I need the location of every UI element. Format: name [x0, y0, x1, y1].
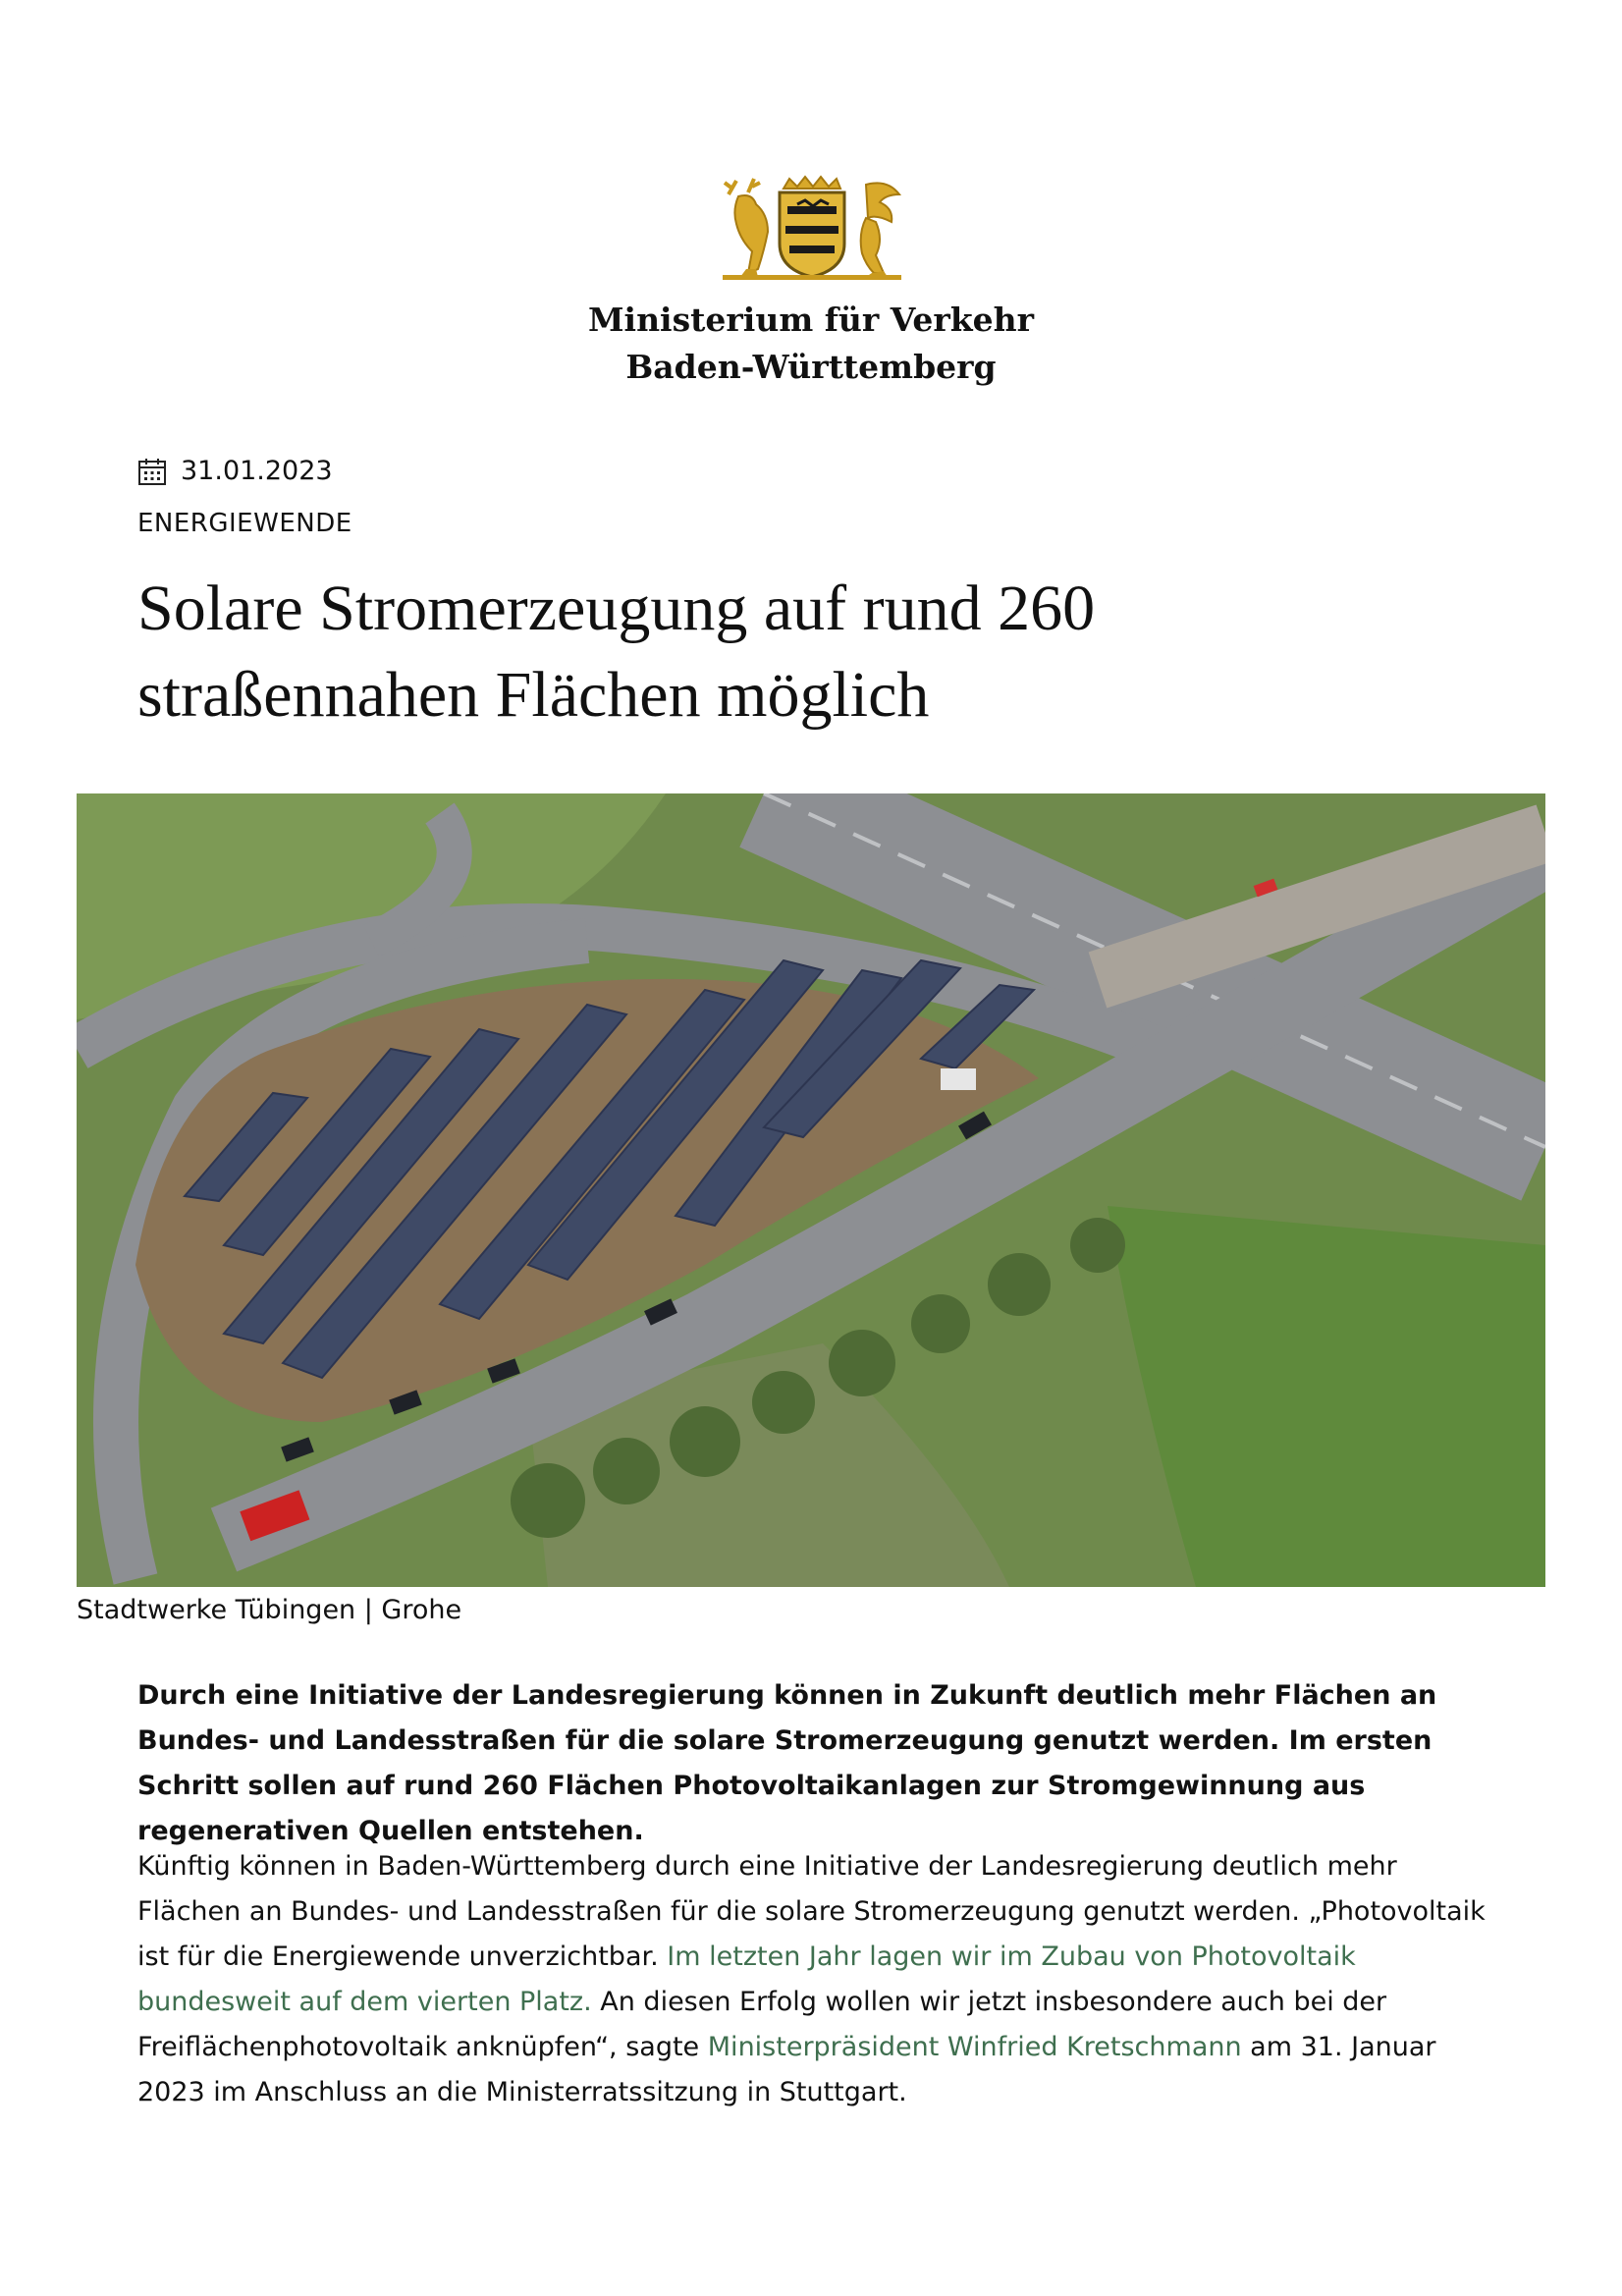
article-date	[137, 454, 333, 489]
calendar-icon	[137, 457, 167, 486]
article-image	[77, 793, 1545, 1587]
body-link-kretschmann[interactable]: Ministerpräsident Winfried Kretschmann	[707, 2032, 1242, 2062]
body-link-zubau[interactable]: Im letzten Jahr lagen wir im Zubau von Photovoltaik bundesweit auf dem vierten Platz.	[137, 1941, 1356, 2017]
image-caption: Stadtwerke Tübingen | Grohe	[77, 1595, 462, 1625]
ministry-name	[0, 297, 1622, 391]
body-text-2: An diesen Erfolg wollen wir jetzt insbesondere auch bei der Freiflächenphotovoltaik anknüpfen“, sagte	[137, 1987, 1387, 2062]
article-lead: Durch eine Initiative der Landesregierung können in Zukunft deutlich mehr Flächen an Bundes- und Landesstraßen für die solare Stromerzeugung genutzt werden. Im ersten Schritt sollen auf rund 260 Flächen Photovoltaikanlagen zur Stromgewinnung aus regenerativen Quellen entstehen.	[137, 1680, 1437, 1846]
ministry-line-2: Baden-Württemberg	[625, 348, 997, 386]
ministry-line-1: Ministerium für Verkehr	[588, 301, 1034, 339]
body-text-3: am 31. Januar 2023 im Anschluss an die Ministerratssitzung in Stuttgart.	[137, 2032, 1436, 2107]
coat-of-arms-icon	[719, 175, 905, 281]
title-line-2: straßennahen Flächen möglich	[137, 659, 930, 731]
article-body	[137, 1844, 1492, 2115]
title-line-1: Solare Stromerzeugung auf rund 260	[137, 573, 1096, 644]
article-title	[137, 566, 1492, 738]
category-label: ENERGIEWENDE	[137, 509, 352, 538]
date-text: 31.01.2023	[181, 456, 333, 486]
body-text-1: Künftig können in Baden-Württemberg durch eine Initiative der Landesregierung deutlich mehr Flächen an Bundes- und Landesstraßen für die solare Stromerzeugung genutzt werden. „Photovoltaik ist für die Energiewende unverzichtbar.	[137, 1851, 1486, 1972]
